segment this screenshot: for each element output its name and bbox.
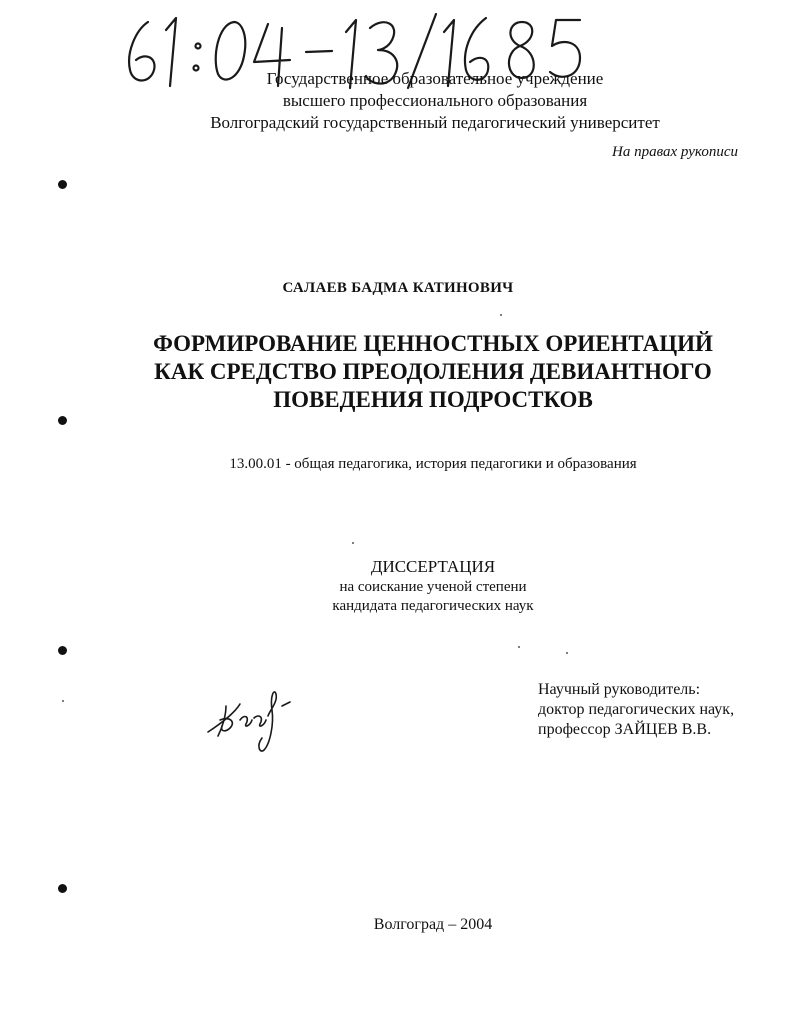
binding-hole-mark (58, 646, 67, 655)
author-name: САЛАЕВ БАДМА КАТИНОВИЧ (282, 280, 514, 296)
dissertation-title (120, 330, 746, 414)
degree-line-1: на соискание ученой степени (339, 579, 527, 595)
city-year: Волгоград – 2004 (373, 916, 493, 933)
title-line-1: ФОРМИРОВАНИЕ ЦЕННОСТНЫХ ОРИЕНТАЦИЙ (153, 331, 713, 356)
institution-header (180, 68, 690, 134)
specialty-code: 13.00.01 - общая педагогика, история педагогики и образования (229, 456, 637, 472)
dissertation-block (0, 556, 796, 616)
scan-speck (500, 314, 502, 316)
binding-hole-mark (58, 884, 67, 893)
scan-speck (566, 652, 568, 654)
advisor-label: Научный руководитель: (538, 681, 701, 698)
advisor-degree: доктор педагогических наук, (538, 701, 735, 718)
scan-speck (62, 700, 64, 702)
dissertation-type: ДИССЕРТАЦИЯ (370, 557, 496, 576)
institution-line-3: Волгоградский государственный педагогический университет (210, 113, 660, 132)
scan-speck (518, 646, 520, 648)
rights-note: На правах рукописи (612, 144, 738, 160)
binding-hole-mark (58, 416, 67, 425)
signature-mark (200, 680, 310, 755)
scan-speck (352, 542, 354, 544)
title-line-3: ПОВЕДЕНИЯ ПОДРОСТКОВ (273, 387, 593, 412)
binding-hole-mark (58, 180, 67, 189)
degree-line-2: кандидата педагогических наук (332, 598, 534, 614)
advisor-name: профессор ЗАЙЦЕВ В.В. (538, 721, 712, 738)
scientific-advisor (538, 680, 734, 740)
title-line-2: КАК СРЕДСТВО ПРЕОДОЛЕНИЯ ДЕВИАНТНОГО (154, 359, 712, 384)
institution-line-2: высшего профессионального образования (282, 91, 588, 110)
institution-line-1: Государственное образовательное учреждение (266, 69, 604, 88)
